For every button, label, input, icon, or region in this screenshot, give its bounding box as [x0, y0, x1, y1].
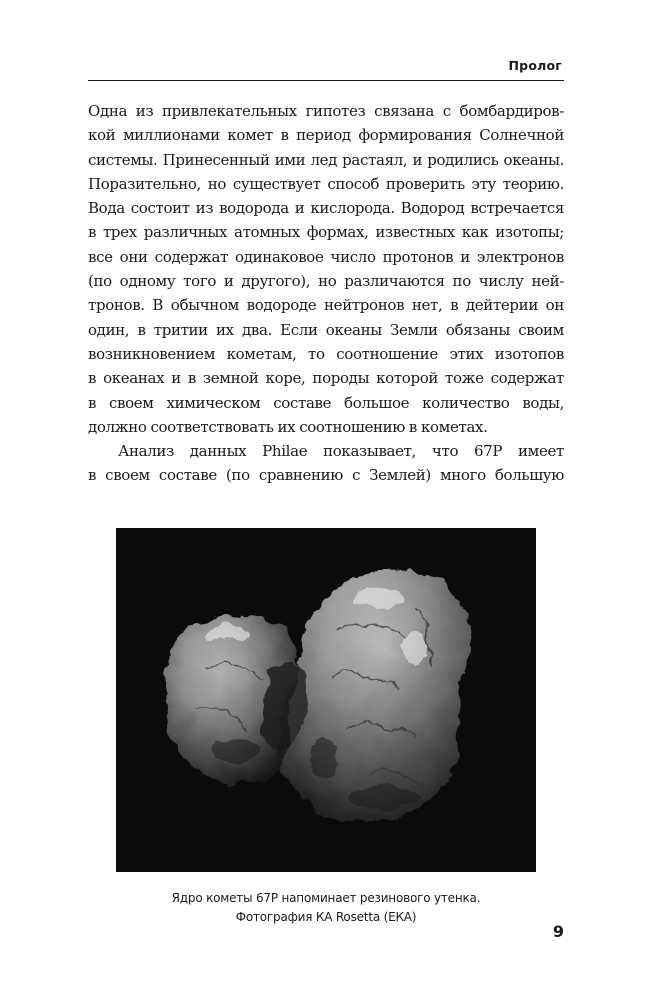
text-line: в трех различных атомных формах, известных как изотопы; — [88, 223, 564, 242]
text-line: Одна из привлекательных гипотез связана с бомбардиров- — [88, 102, 564, 120]
comet-photo — [116, 528, 536, 872]
text-line: должно соответствовать их соотношению в кометах. — [88, 417, 488, 436]
text-line: в океанах и в земной коре, породы которой тоже содержат — [88, 369, 564, 388]
body-text — [88, 99, 564, 488]
text-line: Поразительно, но существует способ проверить эту теорию. — [88, 174, 564, 193]
caption-line: Фотография КА Rosetta (ЕКА) — [235, 910, 417, 924]
page-number: 9 — [552, 922, 564, 941]
text-line: системы. Принесенный ими лед растаял, и родились океаны. — [88, 150, 564, 169]
text-line: в своем составе (по сравнению с Землей) много большую — [88, 466, 564, 485]
text-line: Вода состоит из водорода и кислорода. Водород встречается — [88, 199, 564, 218]
text-line: тронов. В обычном водороде нейтронов нет, в дейтерии он — [88, 296, 564, 315]
text-line: (по одному того и другого), но различаются по числу ней- — [88, 272, 564, 291]
text-line: кой миллионами комет в период формирования Солнечной — [88, 126, 564, 145]
chapter-title: Пролог — [508, 58, 562, 73]
figure-caption — [88, 889, 564, 927]
text-line: Анализ данных Philae показывает, что 67P имеет — [118, 442, 564, 461]
running-header — [88, 58, 564, 81]
text-line: возникновением кометам, то соотношение этих изотопов — [88, 344, 564, 363]
text-line: все они содержат одинаковое число протонов и электронов — [88, 247, 564, 266]
text-line: один, в тритии их два. Если океаны Земли обязаны своим — [88, 320, 564, 339]
text-line: в своем химическом составе большое количество воды, — [88, 393, 564, 412]
comet-67p-illustration — [116, 528, 536, 872]
caption-line: Ядро кометы 67P напоминает резинового утенка. — [171, 891, 481, 905]
